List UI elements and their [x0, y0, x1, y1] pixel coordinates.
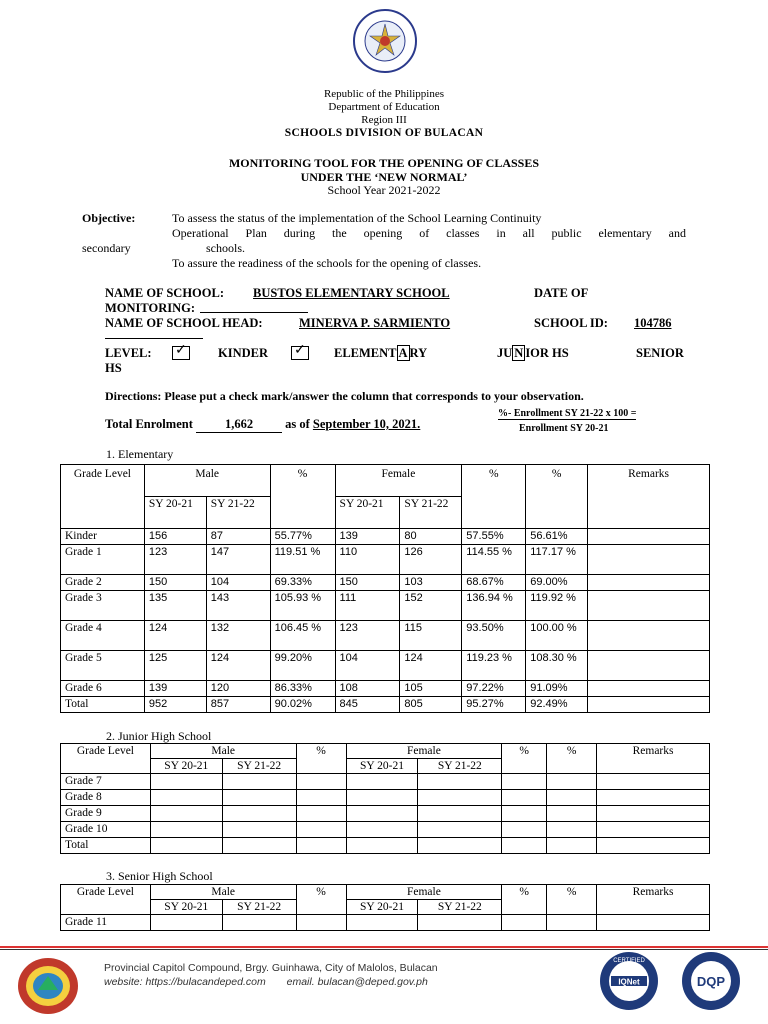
col-total-pct: %	[526, 465, 588, 529]
cell-input[interactable]	[296, 790, 346, 806]
col-male-sy2122: SY 21-22	[206, 497, 270, 529]
cell-input[interactable]	[418, 822, 502, 838]
cell-input[interactable]	[346, 822, 418, 838]
col-male-sy2021: SY 20-21	[150, 759, 222, 774]
table-row	[61, 774, 710, 790]
cell-f21: 124	[400, 651, 462, 681]
cell-input[interactable]	[296, 822, 346, 838]
elementary-label[interactable]: ELEMENT A RY	[334, 346, 428, 360]
cell-input[interactable]	[346, 915, 418, 931]
level-divider	[105, 338, 203, 339]
col-female-sy2021: SY 20-21	[346, 900, 418, 915]
cell-fp: 68.67%	[462, 575, 526, 591]
cell-f21: 126	[400, 545, 462, 575]
cell-m20: 125	[144, 651, 206, 681]
cell-f20: 123	[335, 621, 400, 651]
col-male-pct: %	[296, 885, 346, 915]
school-id-label: SCHOOL ID:	[534, 316, 608, 330]
cell-fp: 93.50%	[462, 621, 526, 651]
col-male-pct: %	[296, 744, 346, 774]
cell-f21: 805	[400, 697, 462, 713]
school-name-label: NAME OF SCHOOL:	[105, 286, 224, 300]
table-row	[61, 651, 710, 681]
cell-m20: 124	[144, 621, 206, 651]
cell-m20: 139	[144, 681, 206, 697]
cell-input[interactable]	[418, 790, 502, 806]
cell-input[interactable]	[502, 790, 547, 806]
school-id-value: 104786	[634, 316, 672, 330]
cell-tp: 108.30 %	[526, 651, 588, 681]
col-total-pct: %	[547, 744, 597, 774]
elementary-heading: 1. Elementary	[106, 447, 174, 461]
cell-fp: 114.55 %	[462, 545, 526, 575]
cell-input[interactable]	[547, 790, 597, 806]
junior-hs-label[interactable]: JU N IOR HS	[497, 346, 569, 360]
cell-input[interactable]	[547, 774, 597, 790]
cell-input[interactable]	[222, 774, 296, 790]
col-female-pct: %	[502, 744, 547, 774]
col-remarks: Remarks	[597, 744, 710, 774]
cell-grade: Total	[61, 838, 151, 854]
cell-grade: Grade 6	[61, 681, 145, 697]
cell-input[interactable]	[150, 790, 222, 806]
header-region: Region III	[361, 114, 407, 126]
cell-input[interactable]	[346, 806, 418, 822]
enrolment-date: September 10, 2021.	[312, 417, 421, 431]
cell-fp: 136.94 %	[462, 591, 526, 621]
col-male: Male	[150, 744, 296, 759]
cell-tp: 69.00%	[526, 575, 588, 591]
cell-f21: 105	[400, 681, 462, 697]
objective-text-1a: To assess the status of the implementation of the School Learning Continuity	[172, 211, 542, 225]
table-row	[61, 575, 710, 591]
cell-grade: Grade 10	[61, 822, 151, 838]
cell-input[interactable]	[502, 915, 547, 931]
table-row	[61, 681, 710, 697]
cell-input[interactable]	[296, 838, 346, 854]
cell-f20: 845	[335, 697, 400, 713]
cell-m20: 150	[144, 575, 206, 591]
cell-grade: Kinder	[61, 529, 145, 545]
cell-remarks[interactable]	[588, 591, 710, 621]
cell-input[interactable]	[346, 838, 418, 854]
cell-input[interactable]	[222, 806, 296, 822]
col-male-sy2122: SY 21-22	[222, 900, 296, 915]
cell-m21: 143	[206, 591, 270, 621]
col-remarks: Remarks	[588, 465, 710, 529]
cell-f21: 115	[400, 621, 462, 651]
col-remarks: Remarks	[597, 885, 710, 915]
col-female: Female	[346, 744, 502, 759]
col-female-pct: %	[462, 465, 526, 529]
col-grade-level: Grade Level	[61, 465, 145, 529]
col-female: Female	[335, 465, 462, 497]
col-total-pct: %	[547, 885, 597, 915]
formula-top: %- Enrollment SY 21-22 x 100 =	[498, 408, 637, 419]
cell-input[interactable]	[502, 774, 547, 790]
cell-grade: Grade 9	[61, 806, 151, 822]
school-head-label: NAME OF SCHOOL HEAD:	[105, 316, 263, 330]
cell-m21: 104	[206, 575, 270, 591]
col-male: Male	[144, 465, 270, 497]
table-row	[61, 915, 710, 931]
cell-grade: Grade 5	[61, 651, 145, 681]
dqp-certified-logo	[680, 950, 742, 1012]
col-grade-level: Grade Level	[61, 744, 151, 774]
objective-text-1c-right: schools.	[206, 241, 245, 255]
senior-hs-table	[60, 884, 710, 931]
level-checkbox[interactable]	[172, 343, 190, 360]
col-male: Male	[150, 885, 296, 900]
cell-remarks[interactable]	[588, 697, 710, 713]
cell-input[interactable]	[296, 915, 346, 931]
cell-grade: Grade 11	[61, 915, 151, 931]
cell-input[interactable]	[222, 822, 296, 838]
junior-hs-table	[60, 743, 710, 854]
senior-hs-label-cont: HS	[105, 361, 122, 375]
col-female-sy2021: SY 20-21	[346, 759, 418, 774]
cell-mp: 90.02%	[270, 697, 335, 713]
check-mark-icon: ✓	[294, 343, 306, 358]
directions: Directions: Please put a check mark/answer the column that corresponds to your observation.	[105, 389, 584, 403]
school-head-value: MINERVA P. SARMIENTO	[299, 316, 451, 330]
cell-f21: 152	[400, 591, 462, 621]
cell-tp: 119.92 %	[526, 591, 588, 621]
dqp-text: DQP	[696, 974, 726, 989]
monitoring-label: MONITORING:	[105, 301, 196, 315]
elementary-checkbox[interactable]: A	[398, 346, 408, 360]
table-row	[61, 529, 710, 545]
cell-remarks[interactable]	[588, 575, 710, 591]
col-female-sy2122: SY 21-22	[400, 497, 462, 529]
cell-input[interactable]	[418, 774, 502, 790]
table-row	[61, 790, 710, 806]
cell-input[interactable]	[547, 806, 597, 822]
table-row	[61, 697, 710, 713]
cell-grade: Total	[61, 697, 145, 713]
cell-remarks[interactable]	[588, 529, 710, 545]
cell-input[interactable]	[418, 838, 502, 854]
cell-f20: 139	[335, 529, 400, 545]
monitoring-date-blank[interactable]	[200, 312, 308, 313]
table-row	[61, 806, 710, 822]
cell-m21: 124	[206, 651, 270, 681]
cell-tp: 56.61%	[526, 529, 588, 545]
cell-input[interactable]	[547, 915, 597, 931]
date-label: DATE OF	[534, 286, 589, 300]
cell-input[interactable]	[418, 806, 502, 822]
objective-text-1b: Operational Plan during the opening of classes in all public elementary and	[172, 226, 686, 240]
cell-input[interactable]	[597, 790, 710, 806]
level-label: LEVEL:	[105, 346, 152, 360]
cell-f21: 103	[400, 575, 462, 591]
cell-input[interactable]	[222, 790, 296, 806]
cell-m21: 120	[206, 681, 270, 697]
cell-input[interactable]	[150, 822, 222, 838]
junior-hs-heading: 2. Junior High School	[106, 729, 212, 743]
cell-input[interactable]	[502, 838, 547, 854]
cell-f20: 104	[335, 651, 400, 681]
cell-mp: 86.33%	[270, 681, 335, 697]
cell-input[interactable]	[597, 915, 710, 931]
iqnet-text: IQNet	[618, 977, 640, 987]
cell-tp: 100.00 %	[526, 621, 588, 651]
title-school-year: School Year 2021-2022	[327, 183, 441, 197]
footer-email-link[interactable]: bulacan@deped.gov.ph	[317, 976, 428, 988]
col-female-sy2122: SY 21-22	[418, 900, 502, 915]
cell-mp: 105.93 %	[270, 591, 335, 621]
cell-m20: 135	[144, 591, 206, 621]
elementary-table	[60, 464, 710, 713]
cell-input[interactable]	[418, 915, 502, 931]
title-line2: UNDER THE ‘NEW NORMAL’	[300, 170, 468, 184]
cell-tp: 91.09%	[526, 681, 588, 697]
cell-grade: Grade 3	[61, 591, 145, 621]
cell-fp: 97.22%	[462, 681, 526, 697]
formula-bottom: Enrollment SY 20-21	[519, 423, 609, 434]
junior-hs-checkbox[interactable]: N	[514, 346, 524, 360]
cell-input[interactable]	[150, 838, 222, 854]
footer-divider	[0, 946, 768, 948]
cell-m20: 123	[144, 545, 206, 575]
enrolment-value: 1,662	[196, 417, 282, 433]
cell-f20: 150	[335, 575, 400, 591]
iqnet-certified-logo	[598, 950, 660, 1012]
cell-input[interactable]	[222, 915, 296, 931]
objective-label: Objective:	[82, 211, 136, 225]
certified-text: CERTIFIED	[613, 958, 645, 964]
cell-input[interactable]	[150, 915, 222, 931]
col-female-sy2021: SY 20-21	[335, 497, 400, 529]
cell-input[interactable]	[502, 822, 547, 838]
cell-grade: Grade 4	[61, 621, 145, 651]
cell-tp: 117.17 %	[526, 545, 588, 575]
cell-input[interactable]	[547, 838, 597, 854]
cell-input[interactable]	[346, 774, 418, 790]
kinder-label: KINDER	[218, 346, 269, 360]
col-male-sy2021: SY 20-21	[150, 900, 222, 915]
cell-remarks[interactable]	[588, 681, 710, 697]
cell-input[interactable]	[296, 806, 346, 822]
cell-input[interactable]	[547, 822, 597, 838]
cell-grade: Grade 2	[61, 575, 145, 591]
cell-f20: 111	[335, 591, 400, 621]
title-line1: MONITORING TOOL FOR THE OPENING OF CLASSES	[228, 156, 540, 170]
senior-hs-heading: 3. Senior High School	[106, 869, 213, 883]
cell-tp: 92.49%	[526, 697, 588, 713]
table-row	[61, 545, 710, 575]
cell-mp: 69.33%	[270, 575, 335, 591]
header-department: Department of Education	[328, 101, 440, 113]
cell-mp: 119.51 %	[270, 545, 335, 575]
table-row	[61, 621, 710, 651]
cell-input[interactable]	[502, 806, 547, 822]
cell-f21: 80	[400, 529, 462, 545]
col-grade-level: Grade Level	[61, 885, 151, 915]
cell-f20: 110	[335, 545, 400, 575]
deped-seal-logo	[352, 8, 418, 74]
cell-grade: Grade 7	[61, 774, 151, 790]
footer-address: Provincial Capitol Compound, Brgy. Guinhawa, City of Malolos, Bulacan	[104, 962, 438, 974]
cell-input[interactable]	[150, 774, 222, 790]
cell-remarks[interactable]	[588, 621, 710, 651]
col-male-sy2122: SY 21-22	[222, 759, 296, 774]
school-name-value: BUSTOS ELEMENTARY SCHOOL	[253, 286, 450, 300]
cell-m20: 156	[144, 529, 206, 545]
footer-contact: website: https://bulacandeped.com email. bulacan@deped.gov.ph	[104, 976, 428, 988]
cell-fp: 119.23 %	[462, 651, 526, 681]
kinder-checkbox[interactable]	[291, 343, 309, 360]
cell-input[interactable]	[150, 806, 222, 822]
senior-hs-label[interactable]: SENIOR	[636, 346, 684, 360]
cell-mp: 99.20%	[270, 651, 335, 681]
cell-input[interactable]	[597, 774, 710, 790]
header-division: SCHOOLS DIVISION OF BULACAN	[284, 127, 484, 139]
cell-input[interactable]	[597, 822, 710, 838]
cell-input[interactable]	[296, 774, 346, 790]
cell-fp: 95.27%	[462, 697, 526, 713]
cell-input[interactable]	[597, 838, 710, 854]
cell-m21: 87	[206, 529, 270, 545]
header-republic: Republic of the Philippines	[323, 88, 445, 100]
cell-fp: 57.55%	[462, 529, 526, 545]
cell-input[interactable]	[346, 790, 418, 806]
table-row	[61, 591, 710, 621]
cell-remarks[interactable]	[588, 651, 710, 681]
col-male-pct: %	[270, 465, 335, 529]
cell-m20: 952	[144, 697, 206, 713]
col-female-sy2122: SY 21-22	[418, 759, 502, 774]
cell-mp: 106.45 %	[270, 621, 335, 651]
col-female-pct: %	[502, 885, 547, 915]
cell-input[interactable]	[597, 806, 710, 822]
cell-remarks[interactable]	[588, 545, 710, 575]
check-mark-icon: ✓	[175, 343, 187, 358]
cell-grade: Grade 1	[61, 545, 145, 575]
cell-m21: 147	[206, 545, 270, 575]
cell-m21: 857	[206, 697, 270, 713]
enrolment-line: Total Enrolment 1,662 as of September 10, 2021.	[105, 417, 421, 431]
objective-text-1c-left: secondary	[82, 241, 131, 255]
col-female: Female	[346, 885, 502, 900]
cell-input[interactable]	[222, 838, 296, 854]
footer-website-link[interactable]: https://bulacandeped.com	[145, 976, 266, 988]
cell-f20: 108	[335, 681, 400, 697]
cell-m21: 132	[206, 621, 270, 651]
table-row	[61, 838, 710, 854]
cell-mp: 55.77%	[270, 529, 335, 545]
objective-text-2: To assure the readiness of the schools for the opening of classes.	[172, 256, 482, 270]
bulacan-division-seal-logo	[16, 956, 80, 1016]
col-male-sy2021: SY 20-21	[144, 497, 206, 529]
cell-grade: Grade 8	[61, 790, 151, 806]
table-row	[61, 822, 710, 838]
